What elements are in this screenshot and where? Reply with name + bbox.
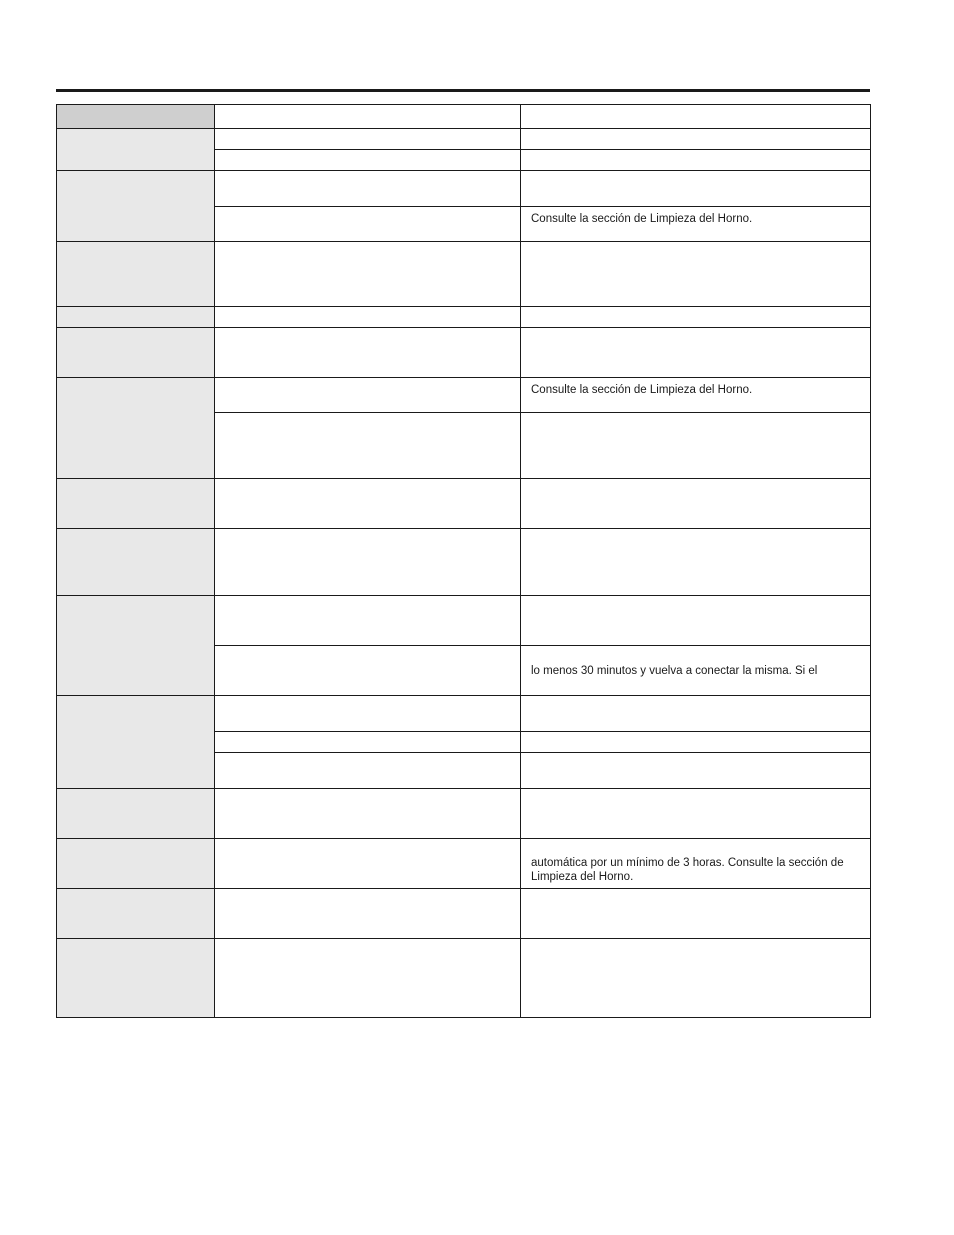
cause-cell bbox=[215, 150, 521, 171]
table-row bbox=[57, 939, 871, 1018]
cause-cell bbox=[215, 646, 521, 696]
header-solution bbox=[521, 105, 871, 129]
cause-cell bbox=[215, 529, 521, 596]
solution-cell bbox=[521, 939, 871, 1018]
table-row bbox=[57, 171, 871, 207]
table-row bbox=[57, 529, 871, 596]
problem-cell bbox=[57, 242, 215, 307]
top-rule bbox=[56, 89, 870, 92]
cause-cell bbox=[215, 129, 521, 150]
solution-cell bbox=[521, 696, 871, 732]
solution-cell: Consulte la sección de Limpieza del Horno. bbox=[521, 207, 871, 242]
problem-cell bbox=[57, 529, 215, 596]
cause-cell bbox=[215, 596, 521, 646]
cause-cell bbox=[215, 207, 521, 242]
header-problem bbox=[57, 105, 215, 129]
solution-cell bbox=[521, 242, 871, 307]
table-row bbox=[57, 789, 871, 839]
table-row bbox=[57, 889, 871, 939]
solution-cell bbox=[521, 307, 871, 328]
solution-cell bbox=[521, 732, 871, 753]
cause-cell bbox=[215, 479, 521, 529]
solution-cell: automática por un mínimo de 3 horas. Consulte la sección de Limpieza del Horno. bbox=[521, 839, 871, 889]
table-row bbox=[57, 839, 871, 889]
problem-cell bbox=[57, 479, 215, 529]
table-row bbox=[57, 479, 871, 529]
table-row bbox=[57, 596, 871, 646]
problem-cell bbox=[57, 378, 215, 479]
table-row bbox=[57, 129, 871, 150]
problem-cell bbox=[57, 839, 215, 889]
solution-cell bbox=[521, 889, 871, 939]
cause-cell bbox=[215, 839, 521, 889]
table-row bbox=[57, 307, 871, 328]
solution-cell bbox=[521, 171, 871, 207]
solution-cell bbox=[521, 413, 871, 479]
solution-cell bbox=[521, 596, 871, 646]
cause-cell bbox=[215, 328, 521, 378]
troubleshooting-table bbox=[56, 104, 871, 1018]
table-header-row bbox=[57, 105, 871, 129]
solution-cell: lo menos 30 minutos y vuelva a conectar la misma. Si el bbox=[521, 646, 871, 696]
problem-cell bbox=[57, 328, 215, 378]
cause-cell bbox=[215, 939, 521, 1018]
cause-cell bbox=[215, 696, 521, 732]
problem-cell bbox=[57, 696, 215, 789]
cause-cell bbox=[215, 732, 521, 753]
table-row bbox=[57, 328, 871, 378]
cause-cell bbox=[215, 307, 521, 328]
cause-cell bbox=[215, 753, 521, 789]
solution-cell bbox=[521, 789, 871, 839]
problem-cell bbox=[57, 596, 215, 696]
problem-cell bbox=[57, 171, 215, 242]
table-row bbox=[57, 696, 871, 732]
cause-cell bbox=[215, 889, 521, 939]
header-cause bbox=[215, 105, 521, 129]
cause-cell bbox=[215, 242, 521, 307]
problem-cell bbox=[57, 129, 215, 171]
cause-cell bbox=[215, 413, 521, 479]
table-row bbox=[57, 242, 871, 307]
solution-cell: Consulte la sección de Limpieza del Horno. bbox=[521, 378, 871, 413]
solution-cell bbox=[521, 150, 871, 171]
solution-cell bbox=[521, 479, 871, 529]
problem-cell bbox=[57, 889, 215, 939]
solution-cell bbox=[521, 129, 871, 150]
table-row bbox=[57, 378, 871, 413]
problem-cell bbox=[57, 307, 215, 328]
solution-cell bbox=[521, 753, 871, 789]
problem-cell bbox=[57, 939, 215, 1018]
problem-cell bbox=[57, 789, 215, 839]
solution-cell bbox=[521, 328, 871, 378]
solution-cell bbox=[521, 529, 871, 596]
cause-cell bbox=[215, 171, 521, 207]
cause-cell bbox=[215, 789, 521, 839]
cause-cell bbox=[215, 378, 521, 413]
